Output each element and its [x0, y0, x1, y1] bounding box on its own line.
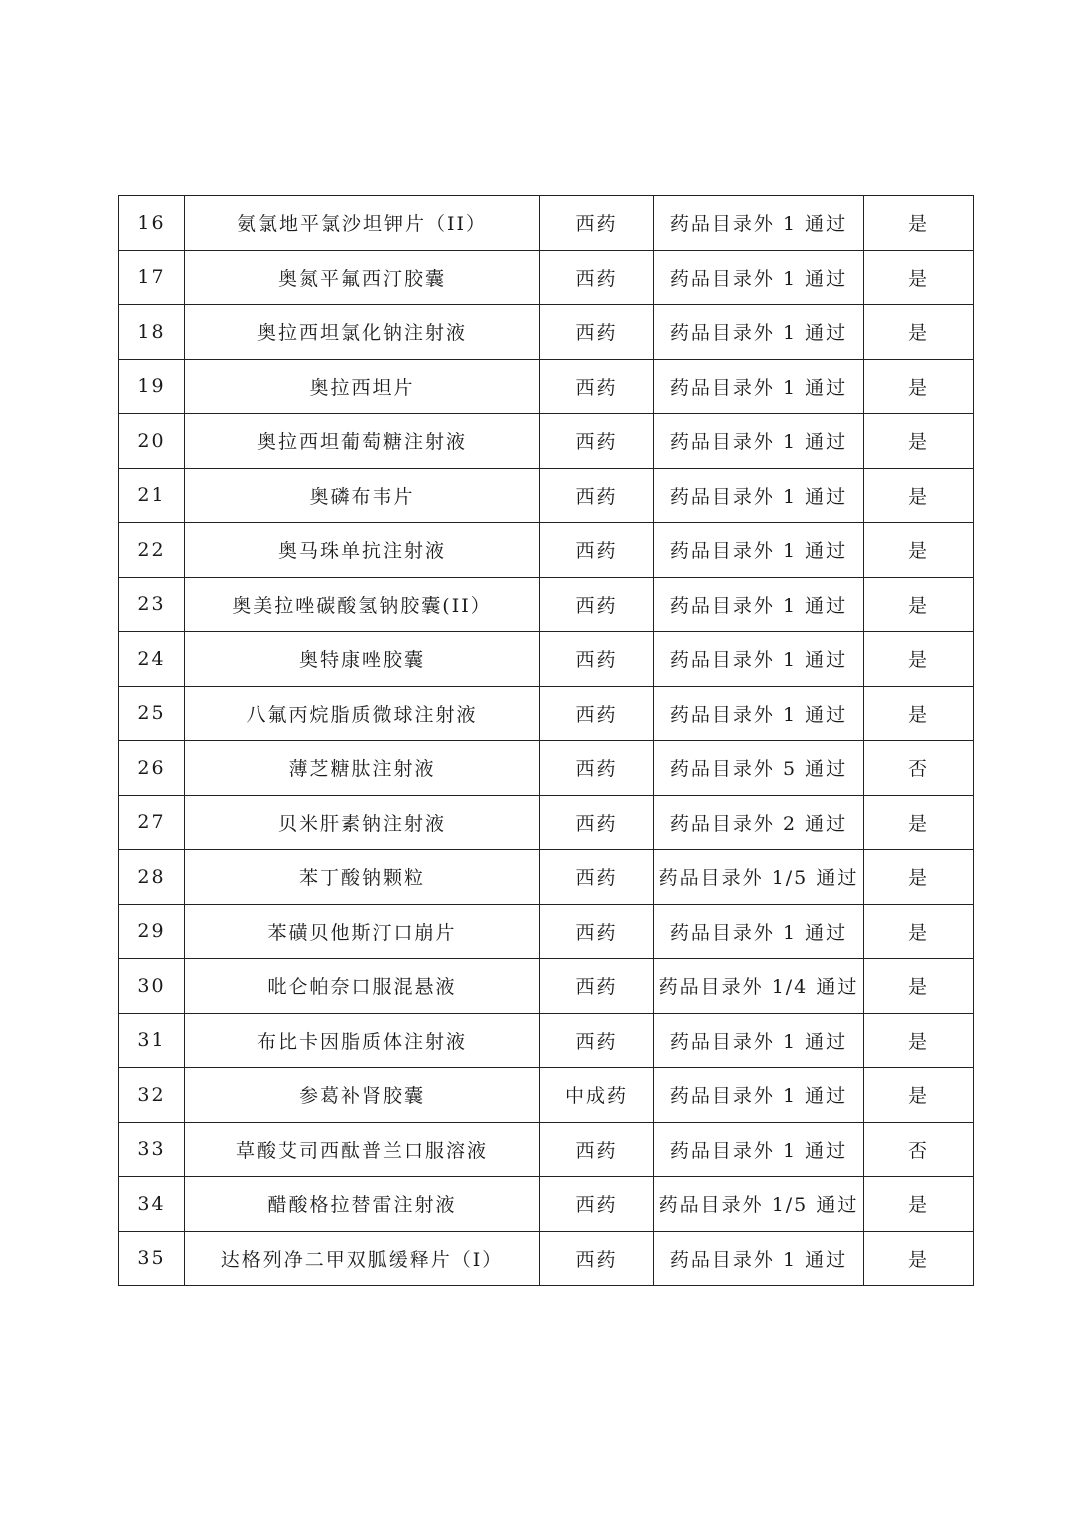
drug-name-cell: 奥马珠单抗注射液 [185, 523, 540, 578]
review-status-cell: 药品目录外 1/5 通过 [654, 850, 864, 905]
row-number-cell: 18 [119, 305, 185, 360]
review-status-cell: 药品目录外 1 通过 [654, 1013, 864, 1068]
result-flag-cell: 是 [864, 1013, 974, 1068]
table-row [119, 1068, 974, 1123]
result-flag-cell: 是 [864, 577, 974, 632]
result-flag-cell: 是 [864, 414, 974, 469]
review-status-cell: 药品目录外 1 通过 [654, 196, 864, 251]
result-flag-cell: 是 [864, 904, 974, 959]
table-row [119, 850, 974, 905]
result-flag-cell: 是 [864, 1231, 974, 1286]
drug-list-table [118, 195, 974, 1286]
result-flag-cell: 是 [864, 632, 974, 687]
table-row [119, 468, 974, 523]
review-status-cell: 药品目录外 1 通过 [654, 1122, 864, 1177]
table-row [119, 414, 974, 469]
drug-name-cell: 奥美拉唑碳酸氢钠胶囊(II） [185, 577, 540, 632]
row-number-cell: 22 [119, 523, 185, 578]
row-number-cell: 35 [119, 1231, 185, 1286]
result-flag-cell: 是 [864, 359, 974, 414]
drug-type-cell: 西药 [540, 468, 654, 523]
result-flag-cell: 是 [864, 305, 974, 360]
table-row [119, 741, 974, 796]
drug-name-cell: 醋酸格拉替雷注射液 [185, 1177, 540, 1232]
row-number-cell: 28 [119, 850, 185, 905]
drug-type-cell: 西药 [540, 959, 654, 1014]
drug-type-cell: 西药 [540, 1122, 654, 1177]
drug-type-cell: 西药 [540, 414, 654, 469]
table-row [119, 250, 974, 305]
drug-type-cell: 西药 [540, 686, 654, 741]
review-status-cell: 药品目录外 1 通过 [654, 250, 864, 305]
drug-type-cell: 西药 [540, 795, 654, 850]
table-row [119, 1177, 974, 1232]
result-flag-cell: 是 [864, 959, 974, 1014]
row-number-cell: 33 [119, 1122, 185, 1177]
table-row [119, 305, 974, 360]
drug-type-cell: 西药 [540, 1177, 654, 1232]
drug-name-cell: 达格列净二甲双胍缓释片（I） [185, 1231, 540, 1286]
drug-type-cell: 西药 [540, 305, 654, 360]
result-flag-cell: 是 [864, 468, 974, 523]
drug-name-cell: 氨氯地平氯沙坦钾片（II） [185, 196, 540, 251]
review-status-cell: 药品目录外 1 通过 [654, 359, 864, 414]
result-flag-cell: 是 [864, 1177, 974, 1232]
review-status-cell: 药品目录外 1 通过 [654, 523, 864, 578]
drug-type-cell: 西药 [540, 523, 654, 578]
review-status-cell: 药品目录外 1 通过 [654, 632, 864, 687]
review-status-cell: 药品目录外 1 通过 [654, 414, 864, 469]
row-number-cell: 20 [119, 414, 185, 469]
table-row [119, 577, 974, 632]
table-row [119, 359, 974, 414]
row-number-cell: 23 [119, 577, 185, 632]
result-flag-cell: 是 [864, 686, 974, 741]
drug-type-cell: 西药 [540, 904, 654, 959]
review-status-cell: 药品目录外 2 通过 [654, 795, 864, 850]
drug-name-cell: 奥拉西坦氯化钠注射液 [185, 305, 540, 360]
row-number-cell: 29 [119, 904, 185, 959]
review-status-cell: 药品目录外 1/4 通过 [654, 959, 864, 1014]
drug-name-cell: 奥磷布韦片 [185, 468, 540, 523]
drug-name-cell: 奥氮平氟西汀胶囊 [185, 250, 540, 305]
row-number-cell: 21 [119, 468, 185, 523]
review-status-cell: 药品目录外 1 通过 [654, 1231, 864, 1286]
row-number-cell: 19 [119, 359, 185, 414]
drug-type-cell: 中成药 [540, 1068, 654, 1123]
drug-name-cell: 吡仑帕奈口服混悬液 [185, 959, 540, 1014]
review-status-cell: 药品目录外 1 通过 [654, 686, 864, 741]
row-number-cell: 25 [119, 686, 185, 741]
row-number-cell: 24 [119, 632, 185, 687]
drug-type-cell: 西药 [540, 250, 654, 305]
drug-name-cell: 草酸艾司西酞普兰口服溶液 [185, 1122, 540, 1177]
drug-name-cell: 奥拉西坦片 [185, 359, 540, 414]
drug-type-cell: 西药 [540, 741, 654, 796]
result-flag-cell: 否 [864, 741, 974, 796]
result-flag-cell: 是 [864, 196, 974, 251]
drug-name-cell: 贝米肝素钠注射液 [185, 795, 540, 850]
row-number-cell: 30 [119, 959, 185, 1014]
drug-name-cell: 苯磺贝他斯汀口崩片 [185, 904, 540, 959]
drug-name-cell: 苯丁酸钠颗粒 [185, 850, 540, 905]
table-row [119, 795, 974, 850]
drug-type-cell: 西药 [540, 577, 654, 632]
review-status-cell: 药品目录外 1 通过 [654, 577, 864, 632]
drug-type-cell: 西药 [540, 196, 654, 251]
drug-type-cell: 西药 [540, 1013, 654, 1068]
result-flag-cell: 是 [864, 250, 974, 305]
result-flag-cell: 是 [864, 795, 974, 850]
row-number-cell: 16 [119, 196, 185, 251]
review-status-cell: 药品目录外 1 通过 [654, 468, 864, 523]
table-row [119, 632, 974, 687]
result-flag-cell: 是 [864, 523, 974, 578]
table-row [119, 686, 974, 741]
review-status-cell: 药品目录外 1 通过 [654, 305, 864, 360]
review-status-cell: 药品目录外 1/5 通过 [654, 1177, 864, 1232]
row-number-cell: 26 [119, 741, 185, 796]
result-flag-cell: 是 [864, 1068, 974, 1123]
table-row [119, 1231, 974, 1286]
table-row [119, 959, 974, 1014]
table-row [119, 904, 974, 959]
row-number-cell: 32 [119, 1068, 185, 1123]
row-number-cell: 17 [119, 250, 185, 305]
drug-name-cell: 奥特康唑胶囊 [185, 632, 540, 687]
drug-type-cell: 西药 [540, 850, 654, 905]
drug-type-cell: 西药 [540, 1231, 654, 1286]
drug-name-cell: 布比卡因脂质体注射液 [185, 1013, 540, 1068]
drug-name-cell: 薄芝糖肽注射液 [185, 741, 540, 796]
drug-name-cell: 奥拉西坦葡萄糖注射液 [185, 414, 540, 469]
table-row [119, 523, 974, 578]
review-status-cell: 药品目录外 1 通过 [654, 1068, 864, 1123]
table-body [119, 196, 974, 1286]
row-number-cell: 27 [119, 795, 185, 850]
table-row [119, 196, 974, 251]
row-number-cell: 31 [119, 1013, 185, 1068]
review-status-cell: 药品目录外 1 通过 [654, 904, 864, 959]
result-flag-cell: 否 [864, 1122, 974, 1177]
table-row [119, 1013, 974, 1068]
drug-name-cell: 参葛补肾胶囊 [185, 1068, 540, 1123]
review-status-cell: 药品目录外 5 通过 [654, 741, 864, 796]
drug-type-cell: 西药 [540, 632, 654, 687]
result-flag-cell: 是 [864, 850, 974, 905]
table-row [119, 1122, 974, 1177]
drug-name-cell: 八氟丙烷脂质微球注射液 [185, 686, 540, 741]
drug-type-cell: 西药 [540, 359, 654, 414]
row-number-cell: 34 [119, 1177, 185, 1232]
